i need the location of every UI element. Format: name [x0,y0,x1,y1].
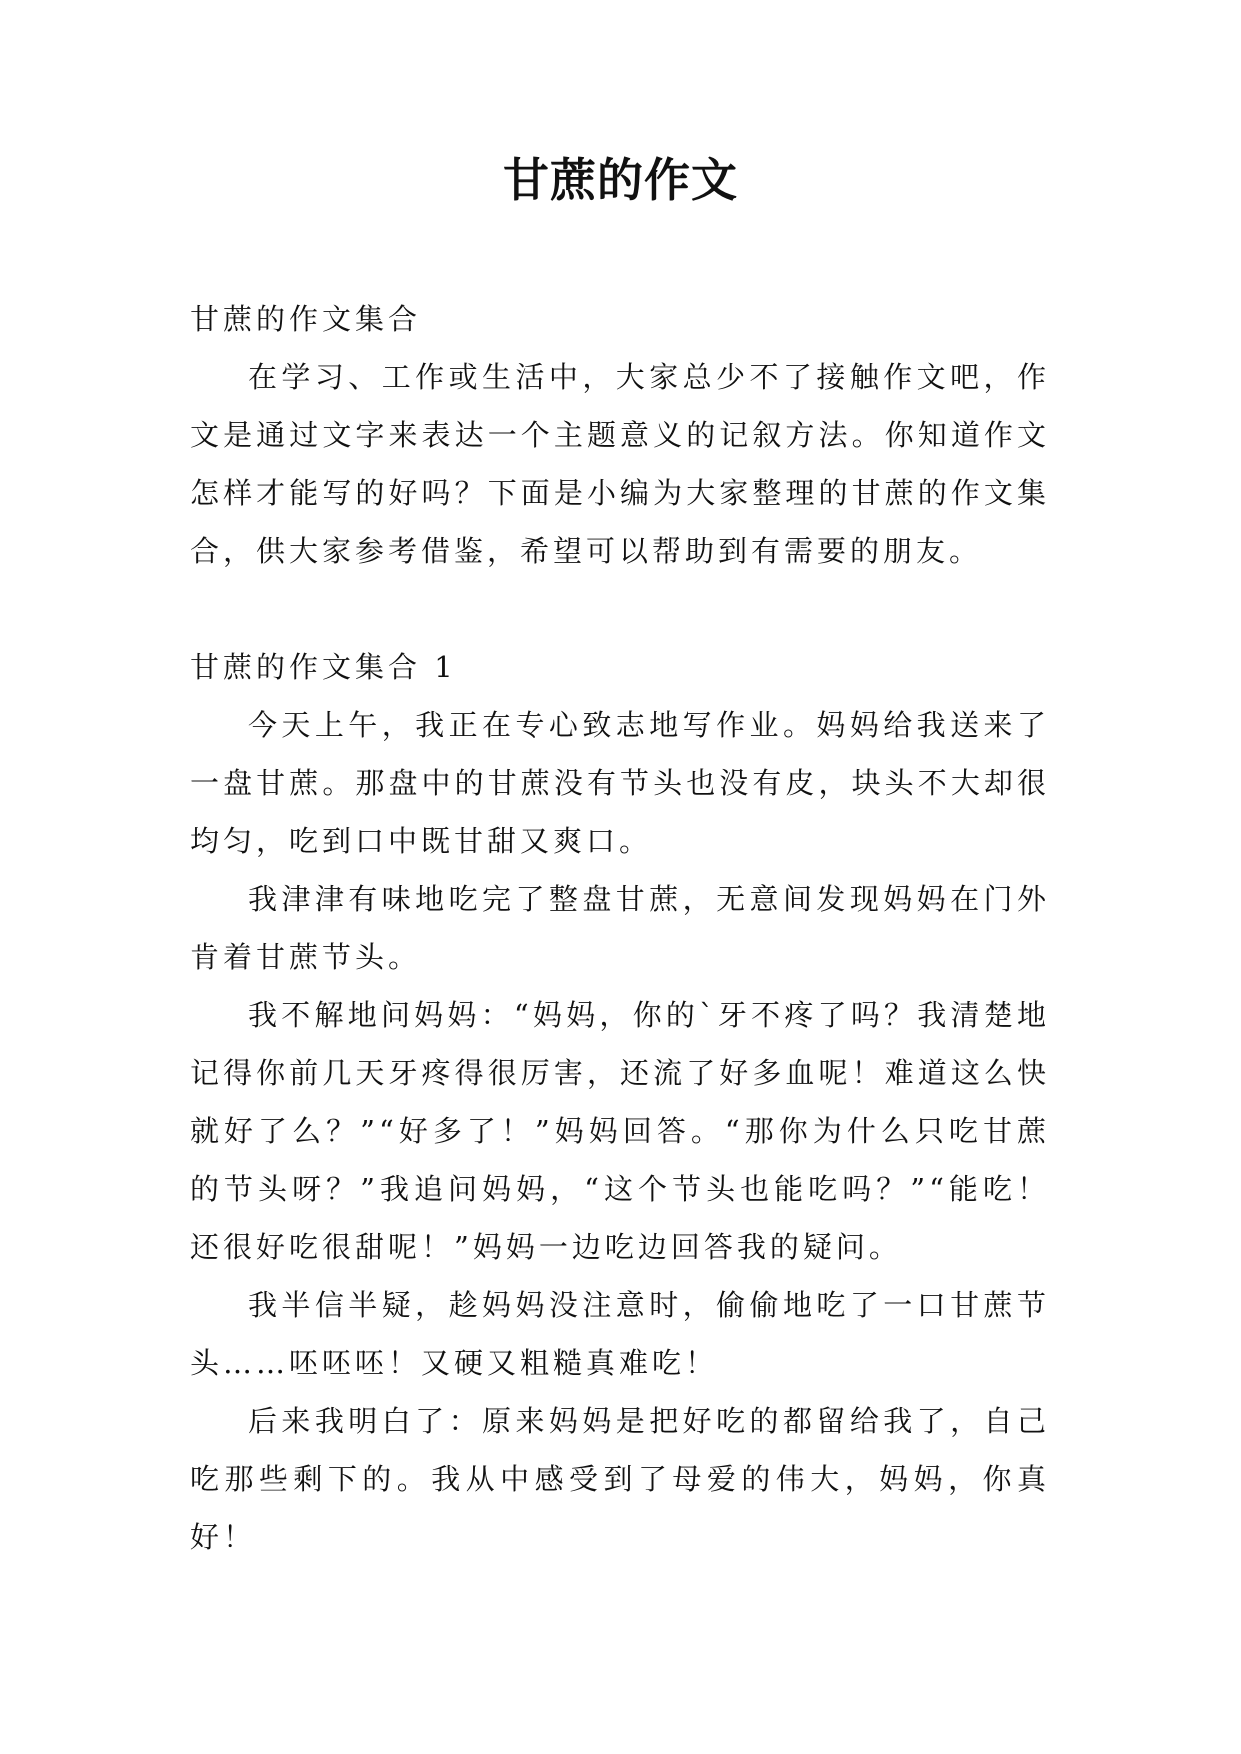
section1-paragraph: 我津津有味地吃完了整盘甘蔗，无意间发现妈妈在门外肯着甘蔗节头。 [190,882,1050,974]
document-title: 甘蔗的作文 [503,153,738,207]
section1-heading: 甘蔗的作文集合 1 [190,650,457,684]
intro-paragraph: 在学习、工作或生活中，大家总少不了接触作文吧，作文是通过文字来表达一个主题意义的记叙方法。你知道作文怎样才能写的好吗？下面是小编为大家整理的甘蔗的作文集合，供大家参考借鉴，希望可以帮助到有需要的朋友。 [190,360,1050,568]
section1-paragraph: 我半信半疑，趁妈妈没注意时，偷偷地吃了一口甘蔗节头……呸呸呸！又硬又粗糙真难吃！ [190,1288,1050,1380]
intro-heading: 甘蔗的作文集合 [190,302,422,336]
section1-paragraph: 今天上午，我正在专心致志地写作业。妈妈给我送来了一盘甘蔗。那盘中的甘蔗没有节头也没有皮，块头不大却很均匀，吃到口中既甘甜又爽口。 [190,708,1050,858]
document-body [190,290,1050,1566]
section-spacer [190,580,1050,638]
section1-paragraph: 我不解地问妈妈：“妈妈，你的`牙不疼了吗？我清楚地记得你前几天牙疼得很厉害，还流了好多血呢！难道这么快就好了么？”“好多了！”妈妈回答。“那你为什么只吃甘蔗的节头呀？”我追问妈妈，“这个节头也能吃吗？”“能吃！还很好吃很甜呢！”妈妈一边吃边回答我的疑问。 [190,998,1050,1264]
section1-paragraph: 后来我明白了：原来妈妈是把好吃的都留给我了，自己吃那些剩下的。我从中感受到了母爱的伟大，妈妈，你真好！ [190,1404,1050,1554]
